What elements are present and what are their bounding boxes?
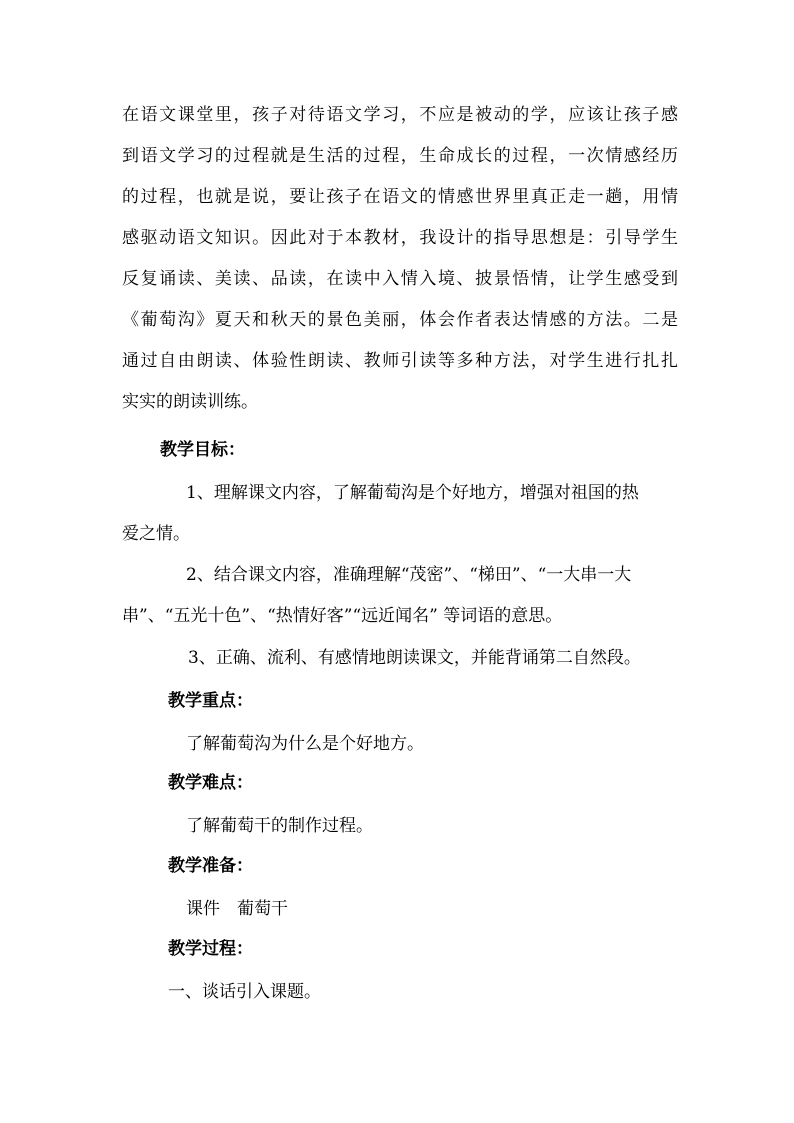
difficult-points-heading: 教学难点： xyxy=(168,773,253,793)
intro-line-3: 的过程，也就是说，要让孩子在语文的情感世界里真正走一趟，用情 xyxy=(122,187,678,207)
intro-line-1: 在语文课堂里，孩子对待语文学习，不应是被动的学，应该让孩子感 xyxy=(122,105,678,125)
preparation-heading: 教学准备： xyxy=(168,856,253,876)
goal-1-line-1: 1、理解课文内容，了解葡萄沟是个好地方，增强对祖国的热 xyxy=(186,483,639,503)
intro-line-7: 通过自由朗读、体验性朗读、教师引读等多种方法，对学生进行扎扎 xyxy=(122,351,678,371)
goals-heading: 教学目标： xyxy=(160,440,245,460)
preparation-text: 课件 葡萄干 xyxy=(186,899,288,919)
process-step-1: 一、谈话引入课题。 xyxy=(168,982,321,1002)
intro-line-6: 《葡萄沟》夏天和秋天的景色美丽，体会作者表达情感的方法。二是 xyxy=(122,310,678,330)
intro-line-5: 反复诵读、美读、品读，在读中入情入境、披景悟情，让学生感受到 xyxy=(122,269,678,289)
process-heading: 教学过程： xyxy=(168,939,253,959)
intro-line-8: 实实的朗读训练。 xyxy=(122,392,258,412)
goal-3: 3、正确、流利、有感情地朗读课文，并能背诵第二自然段。 xyxy=(188,648,641,668)
key-points-heading: 教学重点： xyxy=(168,691,253,711)
goal-2-line-2: 串”、“五光十色”、“热情好客”“远近闻名” 等词语的意思。 xyxy=(122,606,563,626)
intro-line-2: 到语文学习的过程就是生活的过程，生命成长的过程，一次情感经历 xyxy=(122,146,678,166)
goal-1-line-2: 爱之情。 xyxy=(122,524,190,544)
difficult-points-text: 了解葡萄干的制作过程。 xyxy=(186,816,373,836)
intro-line-4: 感驱动语文知识。因此对于本教材，我设计的指导思想是：引导学生 xyxy=(122,228,678,248)
key-points-text: 了解葡萄沟为什么是个好地方。 xyxy=(186,734,424,754)
goal-2-line-1: 2、结合课文内容，准确理解“茂密”、“梯田”、“一大串一大 xyxy=(186,565,632,585)
